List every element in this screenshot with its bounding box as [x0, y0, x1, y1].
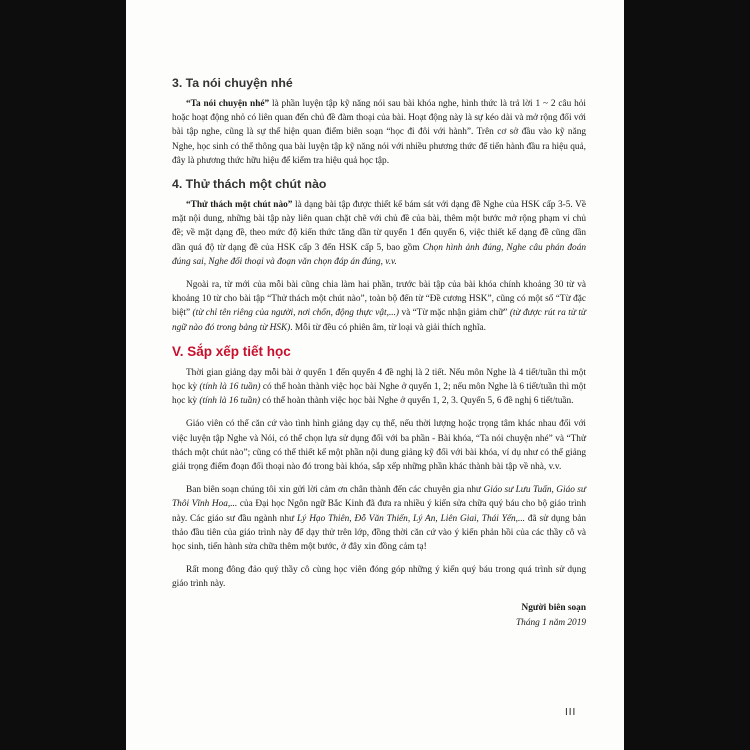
page-number: III: [565, 707, 577, 718]
paragraph-vocabulary: [172, 278, 586, 335]
text-span: Ban biên soạn chúng tôi xin gửi lời cảm ơn chân thành đến các chuyên gia như: [186, 485, 484, 496]
italic-text: Lý Hạo Thiên, Đỗ Văn Thiến, Lý An, Liên Giai, Thái Yến,...: [297, 513, 525, 524]
italic-text: (tính là 16 tuần): [199, 382, 261, 393]
text-span: Thời gian giảng dạy mỗi bài ở quyển 1 đến quyển 4 đề nghị là 2 tiết. Nếu môn Nghe là 4 tiết/tuần thì một học kỳ: [172, 367, 586, 393]
text-span: có thể hoàn thành việc học bài Nghe ở quyển 1, 2; nếu môn Nghe là 6 tiết/tuần thì một học kỳ: [172, 382, 586, 407]
italic-text: Giáo sư Lưu Tuấn, Giáo sư Thôi Vĩnh Hoa,...: [172, 485, 586, 510]
paragraph-challenge: [172, 198, 586, 269]
document-page: [126, 0, 624, 750]
section-heading-talk: 3. Ta nói chuyện nhé: [172, 76, 293, 90]
paragraph-thanks: [172, 483, 586, 554]
text-span: có thể hoàn thành việc học bài Nghe ở quyển 1, 2, 3. Quyển 5, 6 đề nghị 6 tiết/tuần.: [260, 396, 574, 407]
text-span: là dạng bài tập được thiết kế bám sát với dạng đề Nghe của HSK cấp 3-5. Về mặt nội dung, những bài tập này liên quan chặt chẽ với chủ đề của bài, thêm một bước mở rộng phạm vi chủ đề; về mặt dạng đề, theo mức độ kiến thức tăng dần từ quyển 1 đến quyển 6, việc thiết kế dạng đề cũng dần dần quá độ từ dạng đề của HSK cấp 3 đến HSK cấp 5, bao gồm: [172, 200, 586, 253]
section-heading-schedule: V. Sắp xếp tiết học: [172, 343, 291, 359]
page-content: [172, 76, 586, 631]
text-span: là phần luyện tập kỹ năng nói sau bài khóa nghe, hình thức là trả lời 1 ~ 2 câu hỏi hoặc hoạt động nhỏ có liên quan đến chủ đề đàm thoại của bài. Hoạt động này là sự kéo dài và mở rộng đối với bài tập nghe, cũng là sự thể hiện quan điểm biên soạn “học đi đôi với hành”. Trên cơ sở đầu vào kỹ năng Nghe, học sinh có thể thông qua bài luyện tập kỹ năng nói với nhiều phương thức để tiến hành đầu ra hiệu quả, đây là phương thức hữu hiệu để kiểm tra hiệu quả học tập.: [172, 99, 587, 166]
text-span: đã sử dụng bản thảo đầu tiên của giáo trình này để dạy thử trên lớp, đồng thời căn cứ vào ý kiến phản hồi của các thầy cô và học sinh, tiến hành sửa chữa thêm một bước, ở đây xin đồng cảm tạ!: [172, 513, 586, 553]
section-heading-challenge: 4. Thử thách một chút nào: [172, 177, 327, 192]
italic-text: (từ được rút ra từ từ ngữ nào đó trong bảng từ HSK): [172, 308, 586, 333]
signature-date: Tháng 1 năm 2019: [516, 617, 586, 628]
paragraph-teachers: Giáo viên có thể căn cứ vào tình hình giảng dạy cụ thể, nếu thời lượng hoặc trọng tâm khác nhau đối với việc luyện tập Nghe và Nói, có thể chọn lựa sử dụng đối với ba phần - Bài khóa, “Ta nói chuyện nhé” và “Thử thách một chút nào”; cũng có thể thiết kế một phần nội dung giảng kỹ đối với bài khóa, ví dụ như có thể giảng giải trọng điểm đoạn đối thoại nào đó trong bài khóa, sắp xếp những phần khác thành bài tập về nhà, v.v.: [172, 419, 586, 473]
bold-term: “Thử thách một chút nào”: [186, 200, 293, 211]
paragraph-closing: Rất mong đông đảo quý thầy cô cùng học viên đóng góp những ý kiến quý báu trong quá trình sử dụng giáo trình này.: [172, 565, 586, 590]
signature-block: [172, 601, 586, 631]
text-span: . Mỗi từ đều có phiên âm, từ loại và giải thích nghĩa.: [290, 322, 486, 333]
paragraph-talk: [172, 97, 586, 168]
italic-text: Chọn hình ảnh đúng, Nghe câu phán đoán đúng sai, Nghe đối thoại và đoạn văn chọn đáp án đúng, v.v.: [172, 242, 586, 267]
text-span: của Đại học Ngôn ngữ Bắc Kinh đã đưa ra nhiều ý kiến sửa chữa quý báu cho bộ giáo trình này. Các giáo sư đầu ngành như: [172, 499, 586, 524]
italic-text: (từ chỉ tên riêng của người, nơi chốn, động thực vật,...): [192, 308, 400, 319]
author-signature: Người biên soạn: [521, 602, 586, 613]
bold-term: “Ta nói chuyện nhé”: [186, 99, 270, 109]
text-span: Ngoài ra, từ mới của mỗi bài cũng chia làm hai phần, trước bài tập của bài khóa chính khoảng 30 từ và khoảng 10 từ cho bài tập “Thử thách một chút nào”, toàn bộ đến từ “Đề cương HSK”, cũng có một số “Từ đặc biệt”: [172, 280, 586, 319]
paragraph-schedule: [172, 366, 586, 409]
italic-text: (tính là 16 tuần): [199, 396, 261, 407]
text-span: và “Từ mặc nhận giảm chữ”: [399, 308, 510, 319]
